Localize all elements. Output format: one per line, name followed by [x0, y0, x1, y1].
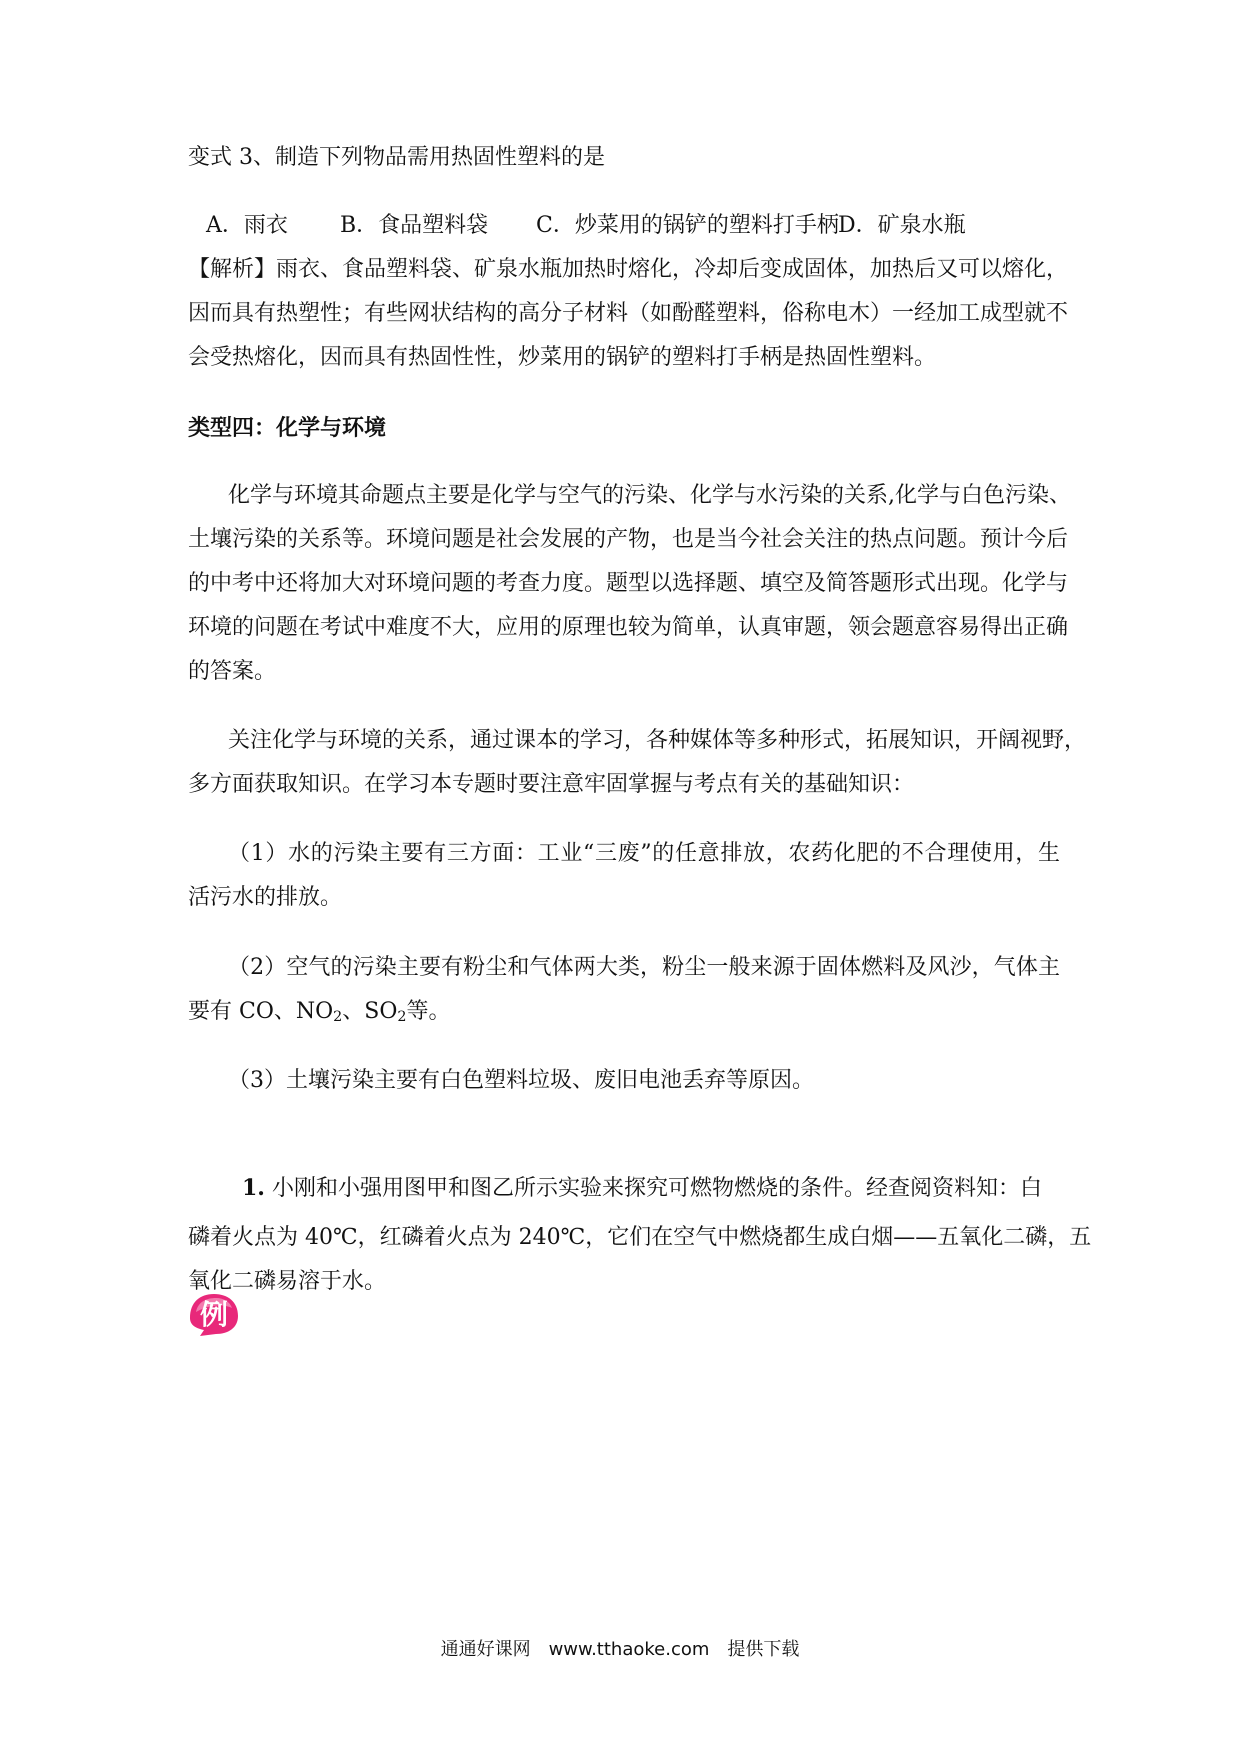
example-1-line: 磷着火点为 40℃，红磷着火点为 240℃，它们在空气中燃烧都生成白烟——五氧化二磷，五	[188, 1225, 1092, 1250]
option-b: B．食品塑料袋	[340, 213, 489, 238]
point-2-line: （2）空气的污染主要有粉尘和气体两大类，粉尘一般来源于固体燃料及风沙，气体主	[228, 955, 1060, 980]
option-a: A．雨衣	[206, 213, 288, 238]
focus-paragraph-line: 关注化学与环境的关系，通过课本的学习，各种媒体等多种形式，拓展知识，开阔视野，	[228, 728, 1087, 753]
example-number: 1.	[242, 1175, 265, 1201]
point-1-line: 活污水的排放。	[188, 885, 343, 910]
example-1-line: 氧化二磷易溶于水。	[188, 1269, 387, 1294]
option-d: D．矿泉水瓶	[838, 213, 966, 238]
intro-paragraph-line: 土壤污染的关系等。环境问题是社会发展的产物，也是当今社会关注的热点问题。预计今后	[188, 527, 1069, 552]
example-badge-label: 例	[200, 1298, 229, 1331]
focus-paragraph-line: 多方面获取知识。在学习本专题时要注意牢固掌握与考点有关的基础知识：	[188, 772, 915, 797]
intro-paragraph-line: 的答案。	[188, 659, 277, 684]
formula-text: 、SO	[342, 999, 398, 1024]
point-1-line: （1）水的污染主要有三方面：工业“三废”的任意排放，农药化肥的不合理使用，生	[228, 841, 1060, 866]
section-heading: 类型四：化学与环境	[188, 415, 387, 441]
point-2-formula-line	[188, 997, 1060, 1032]
analysis-line: 【解析】雨衣、食品塑料袋、矿泉水瓶加热时熔化，冷却后变成固体，加热后又可以熔化，	[188, 257, 1069, 282]
intro-paragraph-line: 环境的问题在考试中难度不大，应用的原理也较为简单，认真审题，领会题意容易得出正确	[188, 615, 1069, 640]
intro-paragraph-line: 化学与环境其命题点主要是化学与空气的污染、化学与水污染的关系,化学与白色污染、	[228, 483, 1071, 508]
point-3-line: （3）土壤污染主要有白色塑料垃圾、废旧电池丢弃等原因。	[228, 1068, 814, 1093]
example-badge	[186, 1290, 242, 1338]
page-footer: 通通好课网 www.tthaoke.com 提供下载	[440, 1639, 800, 1660]
question-variant-3: 变式 3、制造下列物品需用热固性塑料的是	[188, 145, 605, 170]
subscript: 2	[333, 1008, 343, 1025]
example-text: 小刚和小强用图甲和图乙所示实验来探究可燃物燃烧的条件。经查阅资料知：白	[271, 1176, 1042, 1201]
option-c: C．炒菜用的锅铲的塑料打手柄	[536, 213, 839, 238]
analysis-line: 因而具有热塑性；有些网状结构的高分子材料（如酚醛塑料，俗称电木）一经加工成型就不	[188, 301, 1069, 326]
analysis-line: 会受热熔化，因而具有热固性性，炒菜用的锅铲的塑料打手柄是热固性塑料。	[188, 345, 937, 370]
answer-options	[188, 211, 1060, 241]
subscript: 2	[397, 1008, 407, 1025]
example-1-line	[242, 1173, 1060, 1204]
formula-text: 要有 CO、NO	[188, 999, 334, 1024]
intro-paragraph-line: 的中考中还将加大对环境问题的考查力度。题型以选择题、填空及简答题形式出现。化学与	[188, 571, 1069, 596]
formula-text: 等。	[406, 999, 451, 1024]
